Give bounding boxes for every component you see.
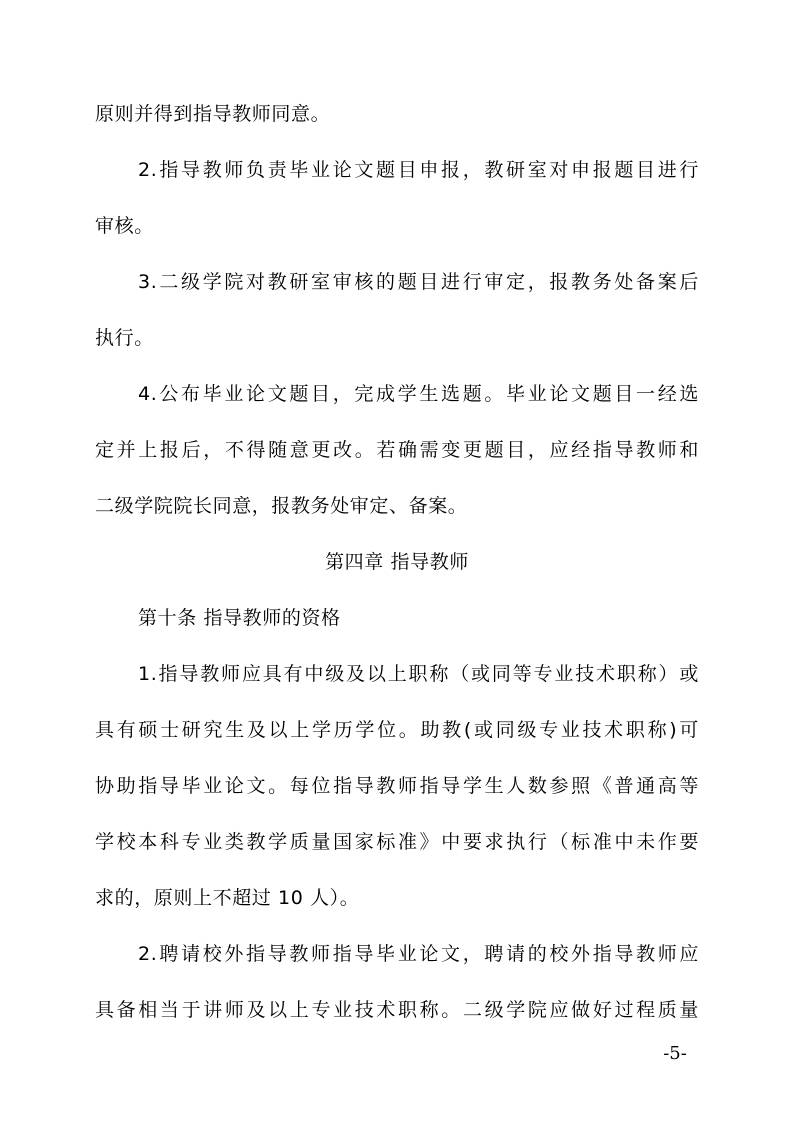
paragraph-line: 原则并得到指导教师同意。 — [95, 103, 331, 125]
paragraph-line: 3.二级学院对教研室审核的题目进行审定，报教务处备案后 — [138, 271, 699, 293]
paragraph-line: 学校本科专业类教学质量国家标准》中要求执行（标准中未作要 — [95, 831, 699, 853]
paragraph-line: 审核。 — [95, 215, 154, 237]
paragraph-line: 执行。 — [95, 327, 154, 349]
paragraph-line: 具有硕士研究生及以上学历学位。助教(或同级专业技术职称)可 — [95, 719, 699, 741]
article-heading: 第十条 指导教师的资格 — [138, 607, 341, 629]
paragraph-line: 4.公布毕业论文题目，完成学生选题。毕业论文题目一经选 — [138, 383, 699, 405]
paragraph-line: 2.指导教师负责毕业论文题目申报，教研室对申报题目进行 — [138, 159, 699, 181]
page-number: -5- — [663, 1043, 687, 1064]
paragraph-line: 1.指导教师应具有中级及以上职称（或同等专业技术职称）或 — [138, 663, 699, 685]
paragraph-line: 具备相当于讲师及以上专业技术职称。二级学院应做好过程质量 — [95, 999, 699, 1021]
paragraph-line: 二级学院院长同意，报教务处审定、备案。 — [95, 495, 468, 517]
paragraph-line: 2.聘请校外指导教师指导毕业论文，聘请的校外指导教师应 — [138, 943, 699, 965]
chapter-heading: 第四章 指导教师 — [325, 551, 469, 573]
paragraph-line: 求的，原则上不超过 10 人）。 — [95, 887, 360, 909]
paragraph-line: 协助指导毕业论文。每位指导教师指导学生人数参照《普通高等 — [95, 775, 699, 797]
paragraph-line: 定并上报后，不得随意更改。若确需变更题目，应经指导教师和 — [95, 439, 699, 461]
